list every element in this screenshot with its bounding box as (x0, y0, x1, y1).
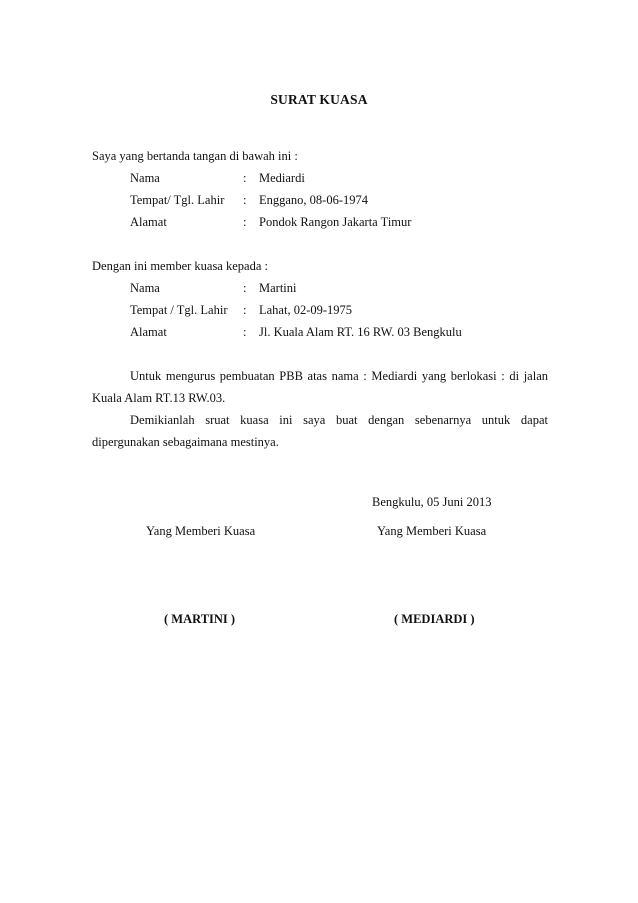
grantee-name-value: Martini (259, 281, 297, 295)
closing-line-2: dipergunakan sebagaimana mestinya. (92, 435, 279, 449)
grantee-address-label: Alamat (130, 325, 167, 339)
transfer-intro-text: Dengan ini member kuasa kepada : (92, 259, 268, 273)
right-signature-caption: Yang Memberi Kuasa (377, 524, 487, 538)
grantor-name-value: Mediardi (259, 171, 305, 185)
purpose-line-2: Kuala Alam RT.13 RW.03. (92, 391, 226, 405)
left-signature-caption: Yang Memberi Kuasa (146, 524, 256, 538)
grantor-name-label: Nama (130, 171, 160, 185)
grantee-name-label: Nama (130, 281, 160, 295)
grantor-name-colon: : (243, 171, 247, 185)
grantee-birth-value: Lahat, 02-09-1975 (259, 303, 353, 317)
grantor-birth-value: Enggano, 08-06-1974 (259, 193, 369, 207)
document-title: SURAT KUASA (270, 92, 368, 107)
grantee-address-colon: : (243, 325, 247, 339)
right-signatory-name: ( MEDIARDI ) (394, 612, 475, 626)
grantor-birth-colon: : (243, 193, 247, 207)
grantee-birth-label: Tempat / Tgl. Lahir (130, 303, 228, 317)
grantee-birth-colon: : (243, 303, 247, 317)
left-signatory-name: ( MARTINI ) (164, 612, 236, 626)
grantor-address-colon: : (243, 215, 247, 229)
place-date: Bengkulu, 05 Juni 2013 (372, 495, 492, 509)
grantee-address-value: Jl. Kuala Alam RT. 16 RW. 03 Bengkulu (259, 325, 462, 339)
grantee-name-colon: : (243, 281, 247, 295)
grantor-birth-label: Tempat/ Tgl. Lahir (130, 193, 225, 207)
purpose-line-1: Untuk mengurus pembuatan PBB atas nama : Mediardi yang berlokasi : di jalan (130, 369, 548, 383)
grantor-address-label: Alamat (130, 215, 167, 229)
intro-text: Saya yang bertanda tangan di bawah ini : (92, 149, 298, 163)
closing-line-1: Demikianlah sruat kuasa ini saya buat dengan sebenarnya untuk dapat (130, 413, 548, 427)
grantor-address-value: Pondok Rangon Jakarta Timur (259, 215, 412, 229)
